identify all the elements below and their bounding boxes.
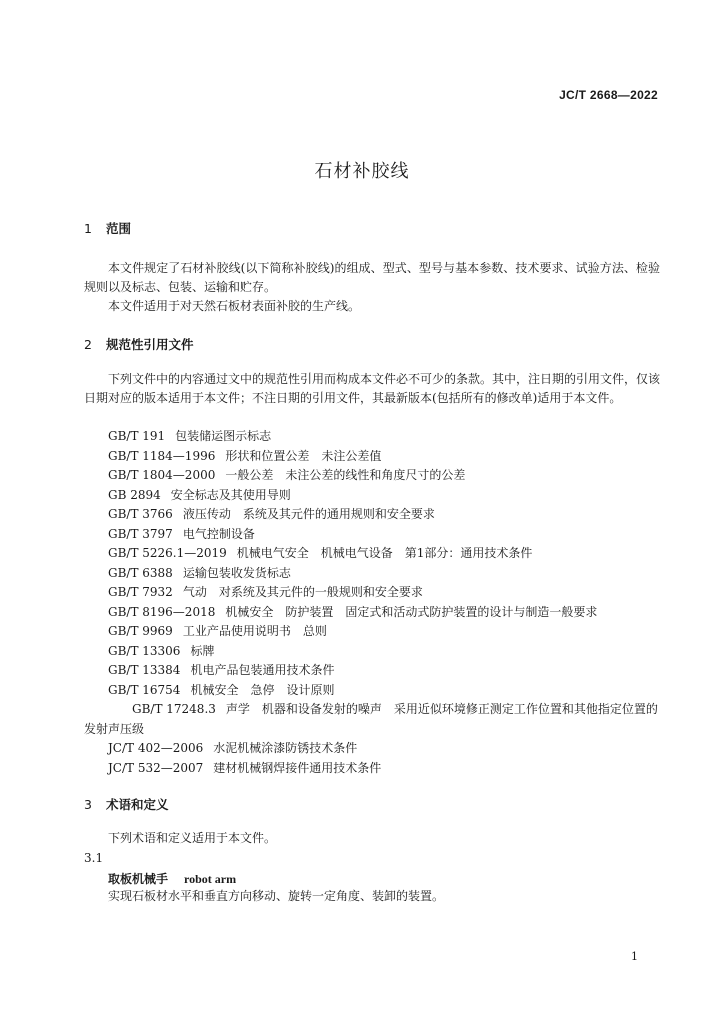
section-1-heading [84,219,131,237]
reference-title: 安全标志及其使用导则 [170,487,291,502]
reference-title: 机械安全 急停 设计原则 [190,682,335,697]
reference-item [84,466,660,486]
reference-title: 声学 机器和设备发射的噪声 采用近似环境修正测定工作位置和其他指定位置的发射声压级 [84,702,658,736]
section-3-intro: 下列术语和定义适用于本文件。 [108,831,277,845]
reference-code: GB/T 8196—2018 [108,604,216,619]
reference-title: 水泥机械涂漆防锈技术条件 [213,741,358,755]
reference-item [84,642,660,662]
reference-title: 机械安全 防护装置 固定式和活动式防护装置的设计与制造一般要求 [225,604,598,619]
reference-item [84,544,660,564]
section-number: 3 [84,797,92,812]
reference-code: GB/T 16754 [108,682,181,697]
reference-item [84,661,660,681]
reference-code: GB/T 13306 [108,643,181,658]
reference-item [84,447,660,467]
reference-code: JC/T 402—2006 [108,741,204,755]
reference-code: GB/T 1804—2000 [108,468,216,482]
reference-code: GB/T 5226.1—2019 [108,546,227,560]
reference-item [84,564,660,584]
section-2-heading [84,335,194,353]
reference-code: GB/T 13384 [108,663,181,677]
reference-item [84,759,660,779]
reference-item [84,739,660,759]
reference-title: 气动 对系统及其元件的一般规则和安全要求 [182,585,423,599]
section-2-intro: 下列文件中的内容通过文中的规范性引用而构成本文件必不可少的条款。其中，注日期的引用文件，仅该日期对应的版本适用于本文件；不注日期的引用文件，其最新版本(包括所有的修改单)适用于本文件。 [84,372,661,405]
term-chinese: 取板机械手 [108,872,169,886]
reference-code: GB 2894 [108,487,161,502]
reference-title: 工业产品使用说明书 总则 [182,624,327,638]
reference-code: GB/T 9969 [108,624,173,638]
section-title: 范围 [106,221,132,236]
reference-code: GB/T 6388 [108,565,173,580]
reference-title: 形状和位置公差 未注公差值 [225,448,382,463]
section-title: 规范性引用文件 [106,337,194,352]
reference-code: GB/T 7932 [108,585,173,599]
section-number: 2 [84,337,92,352]
reference-title: 一般公差 未注公差的线性和角度尺寸的公差 [225,468,466,482]
section-3-heading [84,795,169,813]
reference-title: 包装储运图示标志 [175,429,272,443]
reference-title: 运输包装收发货标志 [182,565,291,580]
reference-code: GB/T 3766 [108,507,173,521]
document-title: 石材补胶线 [314,161,410,182]
reference-item [84,622,660,642]
normative-references-list [84,427,660,778]
reference-title: 机电产品包装通用技术条件 [190,663,335,677]
reference-title: 标牌 [190,643,215,658]
term-english: robot arm [184,872,237,886]
reference-code: GB/T 3797 [108,526,173,541]
section-title: 术语和定义 [106,797,169,812]
reference-title: 电气控制设备 [182,526,255,541]
reference-code: GB/T 17248.3 [132,702,216,716]
clause-number: 3.1 [84,851,104,865]
reference-title: 机械电气安全 机械电气设备 第1部分：通用技术条件 [236,546,533,560]
reference-item [84,700,660,739]
term-entry [108,870,236,887]
reference-code: GB/T 1184—1996 [108,448,216,463]
term-definition: 实现石板材水平和垂直方向移动、旋转一定角度、装卸的装置。 [108,889,445,903]
standard-number: JC/T 2668—2022 [559,88,658,102]
reference-code: JC/T 532—2007 [108,760,204,775]
reference-item [84,681,660,701]
reference-title: 建材机械钢焊接件通用技术条件 [213,760,382,775]
reference-item [84,525,660,545]
reference-item [84,505,660,525]
reference-item [84,427,660,447]
reference-item [84,603,660,623]
reference-item [84,583,660,603]
reference-item [84,486,660,506]
page-number: 1 [631,950,638,963]
reference-title: 液压传动 系统及其元件的通用规则和安全要求 [182,507,435,521]
section-number: 1 [84,221,92,236]
reference-code: GB/T 191 [108,429,166,443]
section-1-paragraph-1: 本文件规定了石材补胶线(以下简称补胶线)的组成、型式、型号与基本参数、技术要求、试验方法、检验规则以及标志、包装、运输和贮存。 [84,261,660,294]
section-1-paragraph-2: 本文件适用于对天然石板材表面补胶的生产线。 [108,299,361,313]
